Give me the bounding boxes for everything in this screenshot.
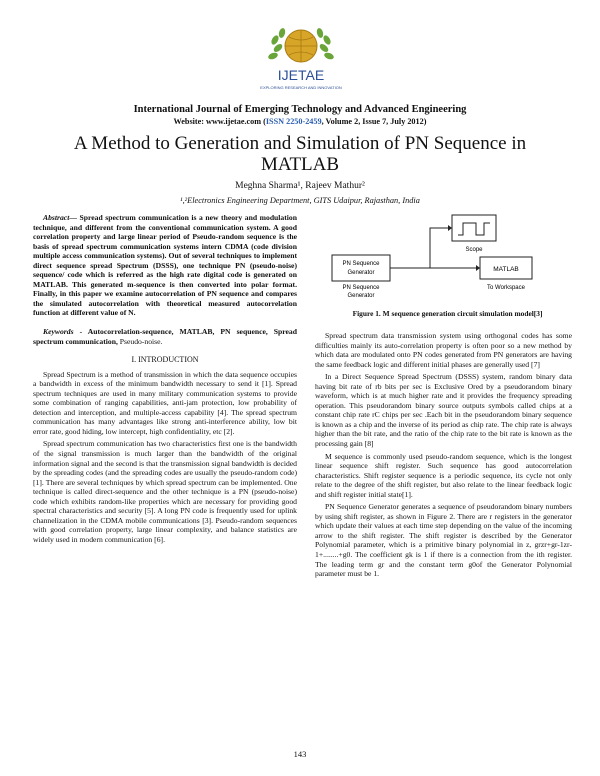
abstract (33, 213, 297, 318)
scope-block (452, 215, 496, 241)
pn-generator-block (332, 255, 390, 281)
paper-authors: Meghna Sharma¹, Rajeev Mathur² (235, 181, 365, 191)
abstract-lead: Abstract— (43, 213, 77, 222)
pn-generator-caption-2: Generator (347, 293, 375, 299)
journal-logo (258, 18, 344, 98)
journal-website-line (0, 117, 600, 126)
keywords-rest: Pseudo-noise. (117, 336, 163, 346)
intro-paragraph-2: Spread spectrum communication has two characteristics first one is the bandwidth of the signal transmission is much larger than the bandwidth of the original information signal and the second is that the transmission signal bandwidth is decided by the spreading codes (and the spreading codes are usually the pseudo-random code) [1]. There are several techniques by which spread spectrum can be implemented. One technique is called direct-sequence and the other technique is a PN (pseudo-noise) code which exhibits random-like properties which are necessary for providing good spectral characteristics and security [5]. A long PN code is frequently used for uplink channelization in the CDMA mobile communications [3]. Pseudo-random sequences with good correlation property, large linear complexity, and balance statistics are widely used in modern communication [6]. (33, 439, 297, 544)
pn-generator-label-bottom: Generator (347, 270, 375, 276)
page-number: 143 (293, 749, 307, 759)
simulation-model-diagram (330, 213, 580, 305)
scope-label: Scope (465, 247, 483, 253)
right-paragraph-2: In a Direct Sequence Spread Spectrum (DSSS) system, random binary data having bit rate of rb bits per sec is Exclusive Ored by a pseudorandom binary waveform, which is at much higher rate and it provides the frequency spreading operation. This pseudorandom binary source outputs symbols called chips at a constant chip rate rC chips per sec .Each bit in the pseudorandom binary sequence is known as a chip and the inverse of its period as chip rate. The chip rate is always higher than the bit rate, and the ratio of the chip rate to the bit rate is known as the processing gain [8] (315, 372, 572, 449)
section-heading-introduction: I. INTRODUCTION (131, 355, 199, 365)
left-column (33, 213, 297, 548)
right-column (315, 331, 572, 582)
intro-paragraph-1: Spread Spectrum is a method of transmission in which the data sequence occupies a bandwidth in excess of the minimum bandwidth necessary to send it [1]. Spread spectrum techniques are used in many military communication systems to provide some combination of ranging capabilities, anti-jam protection, low probability of detection and interception, and multiple-access capability [4]. The spread spectrum communication has many advantages like strong anti-interference ability, low bit error rate, good hiding, low intercept, high confidentiality, etc [2]. (33, 369, 297, 436)
figure-1 (330, 213, 580, 305)
keywords-bold: - Autocorrelation-sequence, MATLAB, PN sequence, Spread spectrum communication, (33, 327, 297, 346)
logo-emblem (258, 18, 344, 98)
pn-generator-label-top: PN Sequence (342, 261, 380, 267)
pn-generator-caption-1: PN Sequence (342, 285, 380, 291)
right-paragraph-4: PN Sequence Generator generates a sequence of pseudorandom binary numbers by using shift register, as shown in Figure 2. There are r registers in the generator which update their values at each time step depending on the value of the incoming arrow to the shift register. The shift register is described by the Generator Polynomial parameter, which is a primitive binary polynomial in z, grzr+gr-1zr-1+........+g0. The coefficient gk is 1 if there is a connection from the ith register. The leading term gr and the constant term g0of the Generator Polynomial parameter must be 1. (315, 502, 572, 579)
keywords (33, 327, 297, 346)
right-paragraph-1: Spread spectrum data transmission system using orthogonal codes has some difficulties mainly its auto-correlation property is often poor so a new method by which data are modulated onto PN codes generated from PN generators are having the same feedback logic and different initial phases are generally used [7] (315, 331, 572, 369)
right-paragraph-3: M sequence is commonly used pseudo-random sequence, which is the longest linear sequence shift register. Such sequence has good autocorrelation characteristics. Shift register sequence is a periodic sequence, its cycle not only relate to the degree of the shift register, but also relate to the linear feedback logic and shift register initial state[1]. (315, 451, 572, 499)
paper-title: A Method to Generation and Simulation of PN Sequence in MATLAB (73, 133, 527, 175)
volume-info: , Volume 2, Issue 7, July 2012) (321, 117, 427, 126)
paper-affiliation: ¹,²Electronics Engineering Department, GITS Udaipur, Rajasthan, India (180, 196, 420, 205)
logo-tagline: EXPLORING RESEARCH AND INNOVATION (260, 85, 342, 90)
abstract-text: Spread spectrum communication is a new theory and modulation technique, and different from the conventional communication system. A good correlation property and large linear period of Pseudo-random sequence is the basis of spread spectrum communication systems intern CDMA (code division multiple access communication systems). Out of several techniques to implement direct sequence spread Spectrum (DSSS), one technique PN (pseudo-noise) sequence/ code which is referred as the high rate digital code is generated on MATLAB. This generated m-sequence is then converted into polar format. Finally, in this paper we examine autocorrelation of PN sequence and compares the simulated autocorrelation with theoretical measured autocorrelation function at different value of N. (33, 213, 297, 318)
figure-1-caption: Figure 1. M sequence generation circuit simulation model[3] (352, 309, 543, 318)
issn-link[interactable]: ISSN 2250-2459 (265, 117, 322, 126)
logo-text: IJETAE (277, 67, 325, 83)
keywords-lead: Keywords (43, 327, 74, 337)
journal-title: International Journal of Emerging Technology and Advanced Engineering (133, 104, 467, 115)
website-prefix: Website: www.ijetae.com ( (173, 117, 266, 126)
workspace-caption: To Workspace (487, 285, 525, 291)
workspace-block-label: MATLAB (493, 266, 519, 273)
